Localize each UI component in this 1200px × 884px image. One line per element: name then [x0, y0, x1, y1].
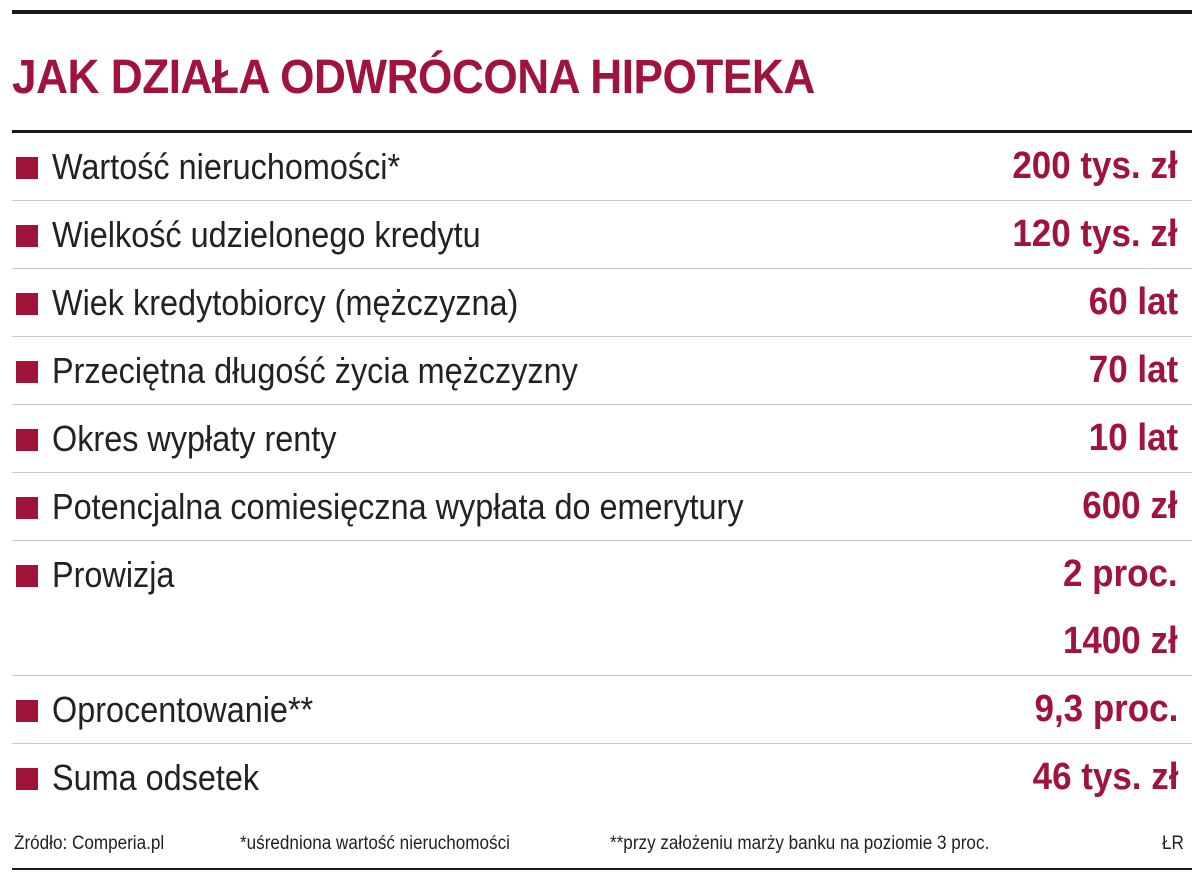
square-bullet-icon	[16, 497, 38, 519]
row-value: 2 proc.	[1063, 553, 1178, 595]
table-row	[12, 337, 1192, 405]
table-row	[12, 133, 1192, 201]
row-value: 120 tys. zł	[1012, 213, 1178, 255]
row-label: Potencjalna comiesięczna wypłata do emerytury	[52, 486, 744, 527]
table-row	[12, 676, 1192, 744]
row-label: Wartość nieruchomości*	[52, 146, 401, 187]
data-table	[12, 133, 1192, 811]
square-bullet-icon	[16, 700, 38, 722]
row-label: Oprocentowanie**	[52, 689, 314, 730]
table-row	[12, 473, 1192, 541]
source-note: Źródło: Comperia.pl	[14, 833, 165, 854]
row-label: Prowizja	[52, 554, 175, 595]
footer	[12, 824, 1192, 864]
table-row	[12, 201, 1192, 269]
square-bullet-icon	[16, 429, 38, 451]
square-bullet-icon	[16, 157, 38, 179]
table-row	[12, 744, 1192, 811]
square-bullet-icon	[16, 361, 38, 383]
top-rule	[12, 10, 1192, 14]
square-bullet-icon	[16, 293, 38, 315]
row-label: Wielkość udzielonego kredytu	[52, 214, 481, 255]
square-bullet-icon	[16, 768, 38, 790]
page-title: JAK DZIAŁA ODWRÓCONA HIPOTEKA	[12, 51, 815, 104]
square-bullet-icon	[16, 225, 38, 247]
table-row	[12, 541, 1192, 676]
row-value: 10 lat	[1088, 417, 1178, 459]
row-value: 200 tys. zł	[1012, 145, 1178, 187]
row-value: 70 lat	[1088, 349, 1178, 391]
row-value: 46 tys. zł	[1032, 756, 1178, 798]
table-row	[12, 269, 1192, 337]
row-value-secondary: 1400 zł	[1063, 620, 1178, 662]
row-label: Przeciętna długość życia mężczyzny	[52, 350, 578, 391]
footnote-bank-margin: **przy założeniu marży banku na poziomie 3 proc.	[610, 833, 990, 854]
row-label: Okres wypłaty renty	[52, 418, 337, 459]
bottom-rule	[12, 868, 1192, 870]
row-label: Suma odsetek	[52, 757, 260, 798]
row-label: Wiek kredytobiorcy (mężczyzna)	[52, 282, 519, 323]
row-value: 60 lat	[1088, 281, 1178, 323]
footnote-property-value: *uśredniona wartość nieruchomości	[240, 833, 510, 854]
row-value: 600 zł	[1082, 485, 1178, 527]
author-initials: ŁR	[1162, 833, 1184, 854]
table-row	[12, 405, 1192, 473]
row-value: 9,3 proc.	[1034, 688, 1178, 730]
infographic	[12, 0, 1192, 884]
square-bullet-icon	[16, 565, 38, 587]
